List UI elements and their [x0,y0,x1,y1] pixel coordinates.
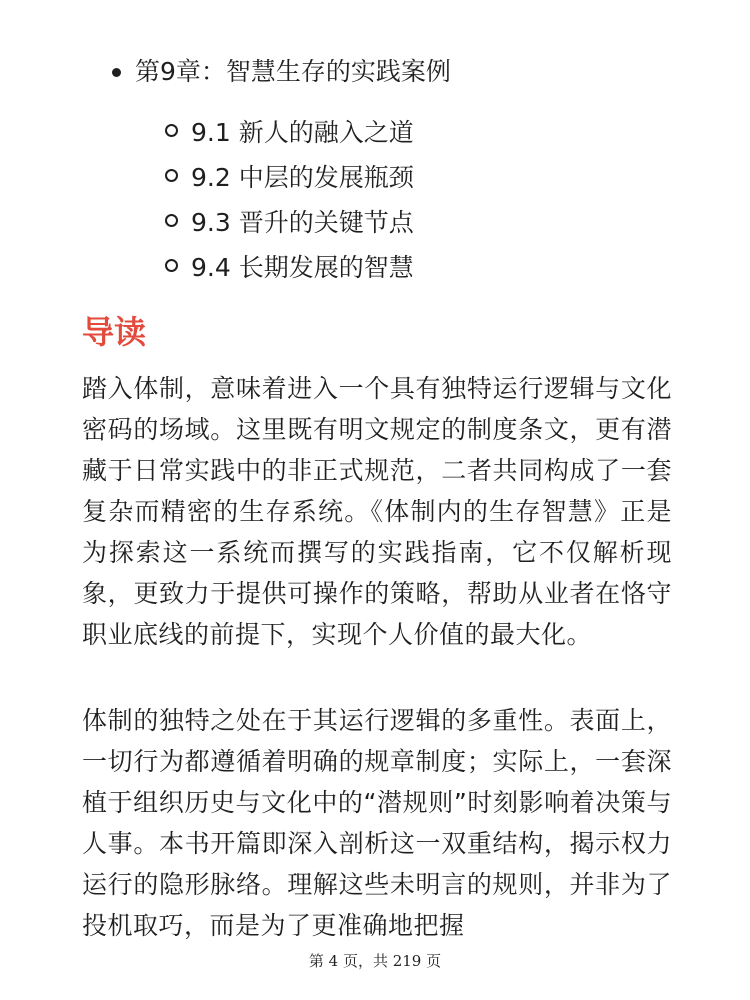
toc-section-label: 9.2 中层的发展瓶颈 [191,162,414,192]
toc-section-item [165,153,414,198]
toc-section-item [165,108,414,153]
body-paragraph: 踏入体制，意味着进入一个具有独特运行逻辑与文化密码的场域。这里既有明文规定的制度条文，更有潜藏于日常实践中的非正式规范，二者共同构成了一套复杂而精密的生存系统。《体制内的生存智慧》正是为探索这一系统而撰写的实践指南，它不仅解析现象，更致力于提供可操作的策略，帮助从业者在恪守职业底线的前提下，实现个人价值的最大化。 [82,374,672,649]
section-heading: 导读 [82,313,147,351]
toc-chapter-label: 第9章：智慧生存的实践案例 [135,57,451,86]
bullet-circle-icon [165,124,178,137]
toc-section-label: 9.3 晋升的关键节点 [191,207,414,237]
page-number-footer: 第 4 页，共 219 页 [308,952,442,970]
toc-section-label: 9.1 新人的融入之道 [191,117,414,147]
toc-list [112,52,451,92]
bullet-circle-icon [165,214,178,227]
bullet-circle-icon [165,169,178,182]
toc-section-label: 9.4 长期发展的智慧 [191,252,414,282]
bullet-circle-icon [165,259,178,272]
body-paragraph: 体制的独特之处在于其运行逻辑的多重性。表面上，一切行为都遵循着明确的规章制度；实际上，一套深植于组织历史与文化中的“潜规则”时刻影响着决策与人事。本书开篇即深入剖析这一双重结构，揭示权力运行的隐形脉络。理解这些未明言的规则，并非为了投机取巧，而是为了更准确地把握 [82,706,672,940]
toc-chapter-item [112,52,451,92]
toc-section-item [165,198,414,243]
toc-sublist [165,108,414,288]
toc-section-item [165,243,414,288]
bullet-disc-icon [112,68,121,77]
